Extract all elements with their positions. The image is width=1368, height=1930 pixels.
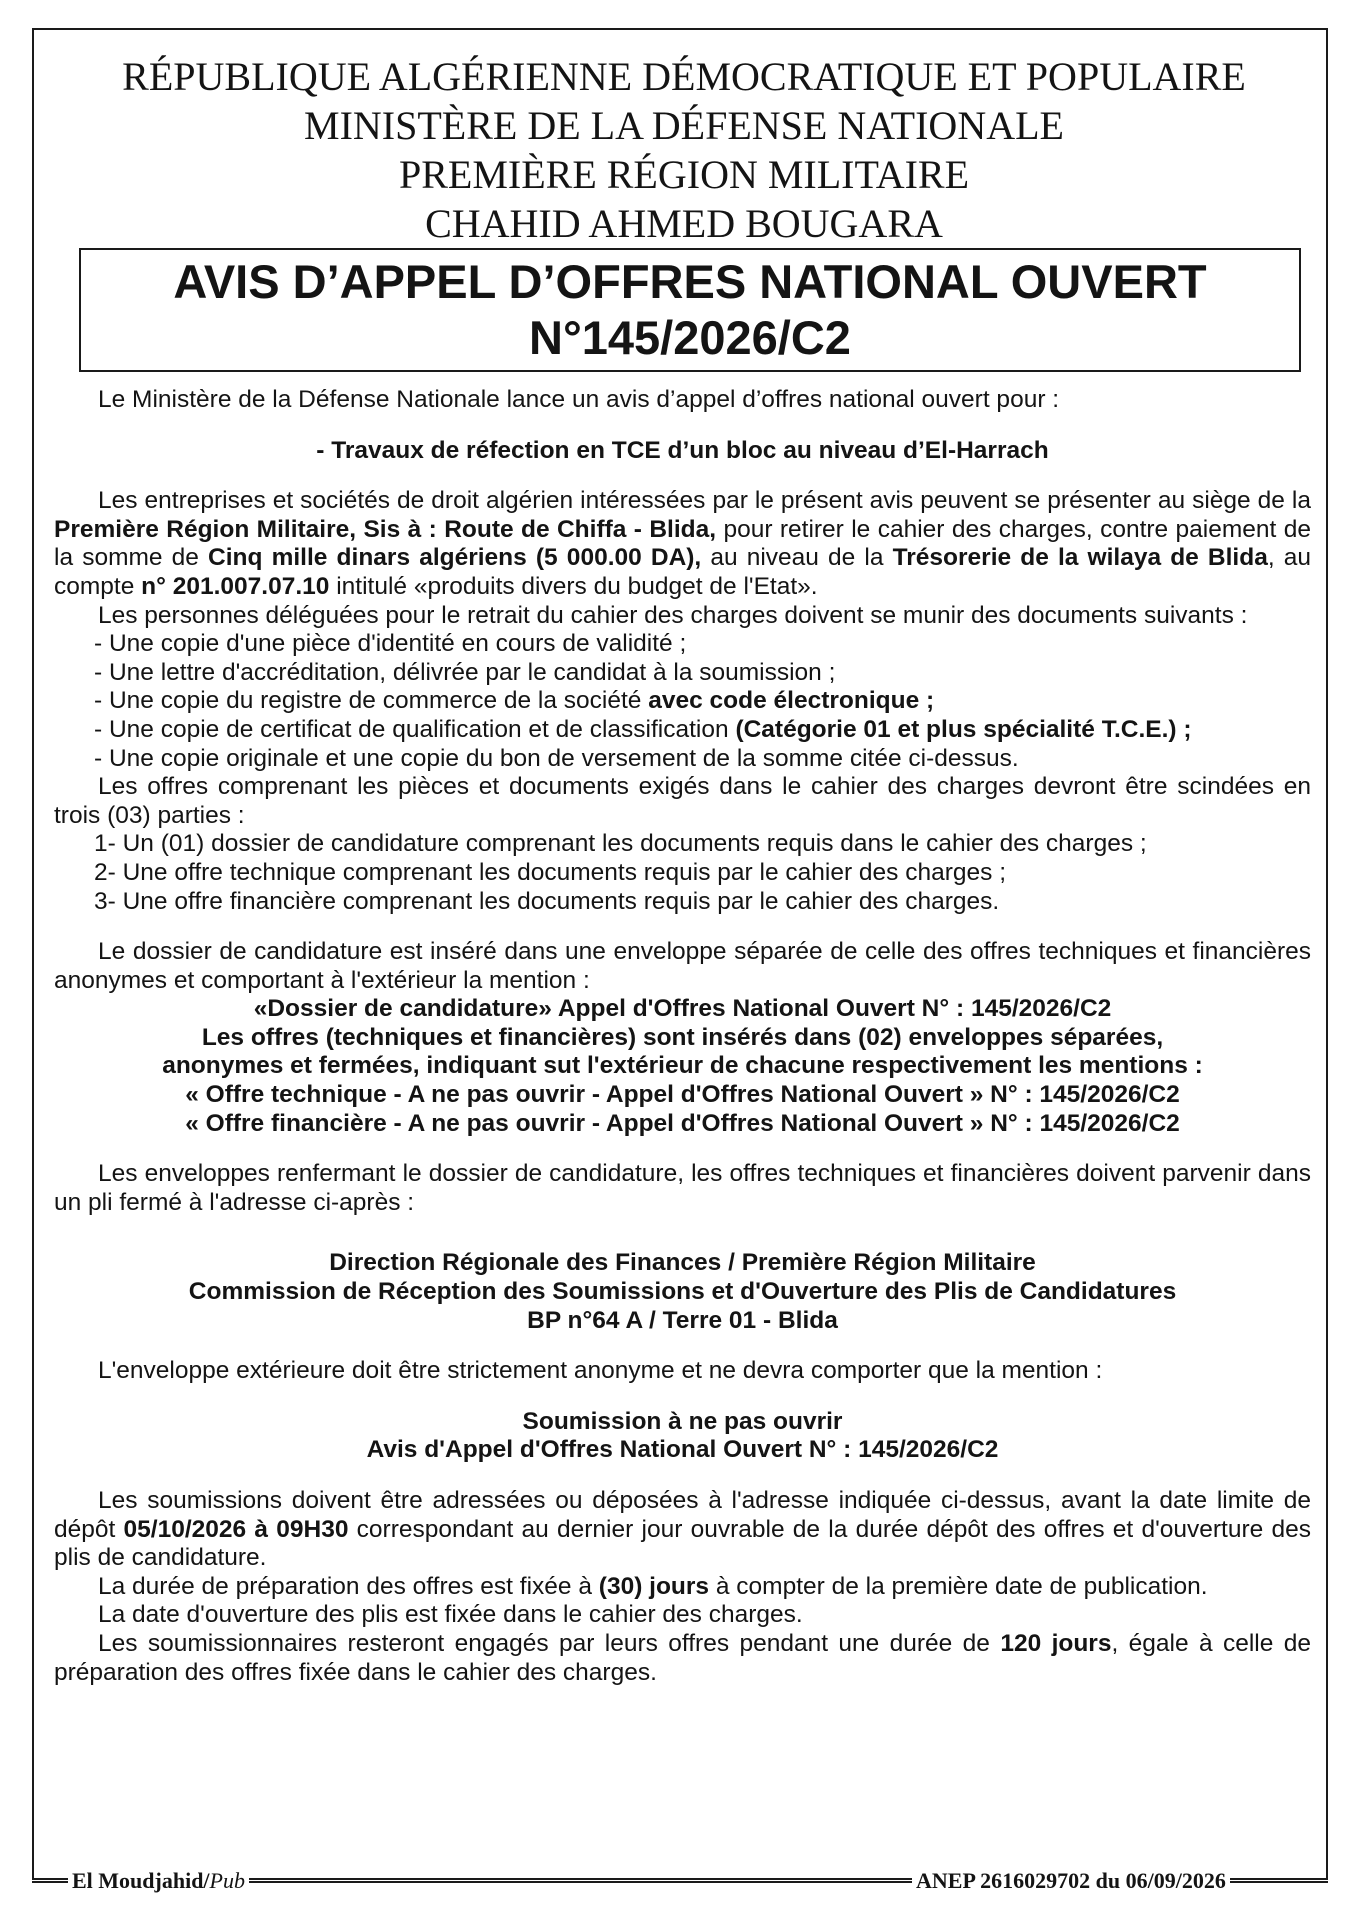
mention-candidature: «Dossier de candidature» Appel d'Offres National Ouvert N° : 145/2026/C2 bbox=[253, 995, 1112, 1023]
footer-anep-reference: ANEP 2616029702 du 06/09/2026 bbox=[912, 1868, 1230, 1894]
part-item-2: 2- Une offre technique comprenant les documents requis par le cahier des charges ; bbox=[94, 858, 1007, 886]
issuer-header bbox=[0, 52, 1368, 248]
notice-title-box bbox=[79, 248, 1301, 372]
subject-line: - Travaux de réfection en TCE d’un bloc au niveau d’El-Harrach bbox=[316, 436, 1049, 464]
header-republic: RÉPUBLIQUE ALGÉRIENNE DÉMOCRATIQUE ET POPULAIRE bbox=[122, 54, 1246, 99]
notice-body bbox=[54, 386, 1311, 1687]
notice-title: AVIS D’APPEL D’OFFRES NATIONAL OUVERT bbox=[173, 255, 1207, 308]
header-region: PREMIÈRE RÉGION MILITAIRE bbox=[398, 152, 970, 197]
mention-financial: « Offre financière - A ne pas ouvrir - Appel d'Offres National Ouvert » N° : 145/2026/C2 bbox=[185, 1109, 1180, 1137]
part-item-3: 3- Une offre financière comprenant les documents requis par le cahier des charges. bbox=[94, 887, 1000, 915]
commitment-paragraph: Les soumissionnaires resteront engagés par leurs offres pendant une durée de 120 jours, égale à celle de préparation des offres fixée dans le cahier des charges. bbox=[54, 1629, 1311, 1686]
offers-paragraph: Les offres comprenant les pièces et documents exigés dans le cahier des charges devront être scindées en trois (03) parties : bbox=[54, 773, 1311, 829]
candidature-paragraph: Le dossier de candidature est inséré dans une enveloppe séparée de celle des offres techniques et financières anonymes et comportant à l'extérieur la mention : bbox=[54, 938, 1311, 994]
withdrawal-paragraph: Les entreprises et sociétés de droit algérien intéressées par le présent avis peuvent se présenter au siège de la Première Région Militaire, Sis à : Route de Chiffa - Blida, pour retirer le cahier des charges, contre paiement de la somme de Cinq mille dinars algériens (5 000.00 DA), au niveau de la Trésorerie de la wilaya de Blida, au compte n° 201.007.07.10 intitulé «produits divers du budget de l'Etat». bbox=[54, 487, 1312, 600]
opening-paragraph: La date d'ouverture des plis est fixée dans le cahier des charges. bbox=[98, 1601, 803, 1629]
header-school: CHAHID AHMED BOUGARA bbox=[425, 201, 943, 246]
footer-publication: El Moudjahid/Pub bbox=[68, 1868, 249, 1894]
address-line-1: Direction Régionale des Finances / Première Région Militaire bbox=[329, 1249, 1036, 1277]
notice-number: N°145/2026/C2 bbox=[529, 311, 851, 364]
outer-mention-1: Soumission à ne pas ouvrir bbox=[522, 1407, 843, 1435]
address-line-2: Commission de Réception des Soumissions et d'Ouverture des Plis de Candidatures bbox=[188, 1278, 1177, 1306]
doc-item-3: - Une copie du registre de commerce de la société avec code électronique ; bbox=[94, 687, 935, 715]
outer-envelope-paragraph: L'enveloppe extérieure doit être strictement anonyme et ne devra comporter que la mention : bbox=[98, 1357, 1103, 1385]
doc-item-2: - Une lettre d'accréditation, délivrée par le candidat à la soumission ; bbox=[94, 658, 836, 686]
delegate-paragraph: Les personnes déléguées pour le retrait du cahier des charges doivent se munir des documents suivants : bbox=[98, 601, 1248, 629]
mention-technical: « Offre technique - A ne pas ouvrir - Appel d'Offres National Ouvert » N° : 145/2026/C2 bbox=[185, 1081, 1180, 1109]
doc-item-1: - Une copie d'une pièce d'identité en cours de validité ; bbox=[94, 630, 687, 658]
header-ministry: MINISTÈRE DE LA DÉFENSE NATIONALE bbox=[304, 103, 1064, 148]
mention-envelopes-2: anonymes et fermées, indiquant sut l'extérieur de chacune respectivement les mentions : bbox=[162, 1052, 1203, 1080]
intro-paragraph: Le Ministère de la Défense Nationale lance un avis d’appel d’offres national ouvert pour : bbox=[98, 386, 1060, 413]
publication-footer bbox=[32, 1864, 1328, 1898]
address-line-3: BP n°64 A / Terre 01 - Blida bbox=[527, 1306, 838, 1334]
doc-item-5: - Une copie originale et une copie du bon de versement de la somme citée ci-dessus. bbox=[94, 744, 1019, 772]
deadline-paragraph: Les soumissions doivent être adressées ou déposées à l'adresse indiquée ci-dessus, avant la date limite de dépôt 05/10/2026 à 09H30 correspondant au dernier jour ouvrable de la durée dépôt des offres et d'ouverture des plis de candidature. bbox=[54, 1487, 1311, 1572]
outer-mention-2: Avis d'Appel d'Offres National Ouvert N° : 145/2026/C2 bbox=[366, 1436, 999, 1464]
preparation-paragraph: La durée de préparation des offres est fixée à (30) jours à compter de la première date de publication. bbox=[98, 1572, 1208, 1600]
part-item-1: 1- Un (01) dossier de candidature comprenant les documents requis dans le cahier des charges ; bbox=[94, 830, 1147, 858]
mention-envelopes-1: Les offres (techniques et financières) sont insérés dans (02) enveloppes séparées, bbox=[201, 1023, 1164, 1051]
delivery-paragraph: Les enveloppes renfermant le dossier de candidature, les offres techniques et financières doivent parvenir dans un pli fermé à l'adresse ci-après : bbox=[54, 1160, 1311, 1216]
doc-item-4: - Une copie de certificat de qualification et de classification (Catégorie 01 et plus spécialité T.C.E.) ; bbox=[94, 715, 1192, 743]
